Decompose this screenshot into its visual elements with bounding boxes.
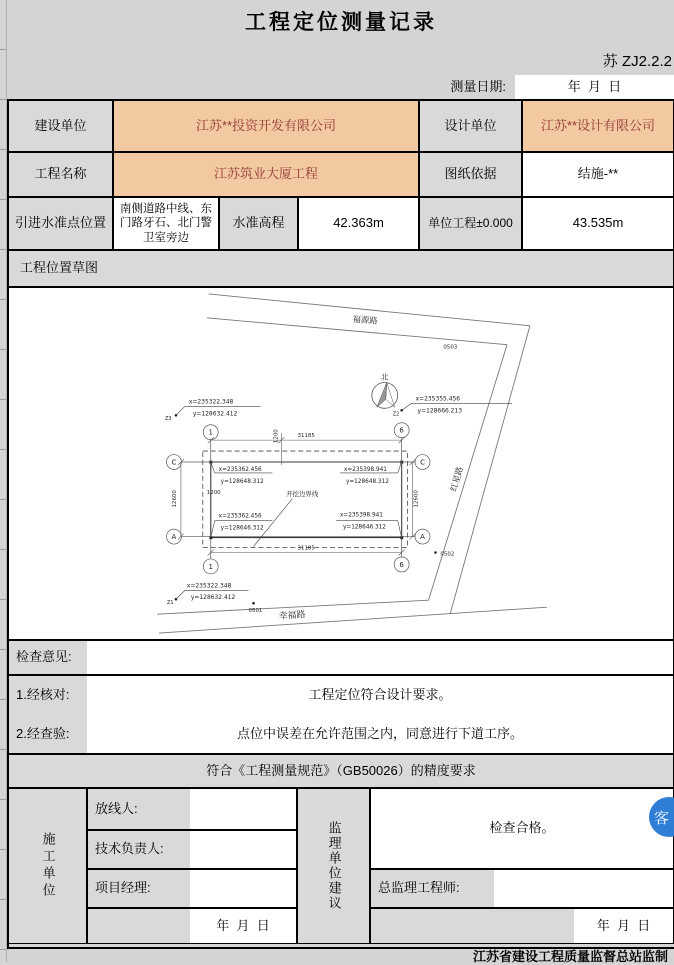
sketch-label: Z3 [165, 416, 172, 423]
survey-date-label: 测量日期: [450, 78, 506, 94]
divider [8, 753, 674, 755]
review-texts [87, 675, 674, 754]
layout-person-label: 放线人: [87, 788, 190, 830]
review-labels [8, 675, 87, 754]
sketch-label: 北 [381, 372, 389, 382]
review-check-text: 工程定位符合设计要求。 [308, 687, 452, 703]
unit-zero-value: 43.535m [522, 197, 674, 250]
sketch-label: 1200 [206, 489, 221, 496]
layout-person-field[interactable] [190, 788, 297, 830]
sketch-label: x=235398.941 [340, 512, 383, 519]
builder-group-label: 施工单位 [8, 788, 87, 944]
benchmark-location: 南侧道路中线、东门路牙石、北门警卫室旁边 [113, 197, 219, 250]
sketch-label: x=235362.456 [218, 466, 262, 473]
level-elevation-value: 42.363m [298, 197, 419, 250]
drawing-basis-label: 图纸依据 [419, 152, 522, 197]
divider [8, 787, 674, 789]
sketch-label: x=235355.456 [415, 395, 461, 403]
project-manager-label: 项目经理: [87, 869, 190, 908]
supervisor-date-field[interactable]: 年 月 日 [574, 908, 674, 944]
project-name-label: 工程名称 [8, 152, 113, 197]
sketch-label: 福源路 [352, 313, 379, 326]
sketch-label: 12600 [171, 490, 178, 508]
builder-unit-value: 江苏**投资开发有限公司 [113, 100, 419, 152]
supervisor-group-label: 监理单位建议 [297, 788, 370, 944]
supervisor-date-spacer [370, 908, 574, 944]
sketch-label: 31185 [297, 433, 315, 440]
customer-service-label: 客 [654, 809, 670, 827]
technical-lead-label: 技术负责人: [87, 830, 190, 869]
sketch-label: 开挖边界线 [286, 489, 319, 498]
sketch-label: 6 [399, 560, 404, 569]
sketch-label: 0502 [440, 551, 455, 558]
benchmark-label: 引进水准点位置 [8, 197, 113, 250]
sketch-labels [165, 314, 465, 622]
north-arrow-icon [372, 382, 398, 408]
sketch-label: 红星路 [447, 465, 465, 493]
sketch-label: x=235322.348 [186, 582, 232, 590]
sketch-label: x=235362.456 [218, 513, 262, 520]
sketch-label: 0501 [248, 608, 263, 615]
sketch-label: 12600 [413, 490, 420, 508]
sketch-label: y=128646.312 [342, 524, 386, 531]
project-name-value: 江苏筑业大厦工程 [113, 152, 419, 197]
review-check-label: 1.经核对: [16, 687, 70, 703]
chief-engineer-label: 总监理工程师: [370, 869, 494, 908]
chief-engineer-field[interactable] [494, 869, 674, 908]
form-code: 苏 ZJ2.2.2 [602, 53, 672, 70]
review-verify-label: 2.经查验: [16, 725, 70, 741]
sketch-label: y=128632.412 [192, 410, 238, 418]
survey-date-field[interactable]: 年 月 日 [515, 75, 674, 99]
sketch-section-title: 工程位置草图 [8, 250, 674, 287]
project-manager-field[interactable] [190, 869, 297, 908]
inspection-opinion-field[interactable] [87, 640, 674, 675]
sketch-label: y=128648.312 [345, 478, 389, 485]
inspection-opinion-label: 检查意见: [8, 640, 87, 675]
sketch-label: Z1 [166, 600, 174, 607]
sketch-label: x=235322.348 [188, 398, 234, 406]
builder-date-field[interactable]: 年 月 日 [190, 908, 297, 944]
sketch-label: 31185 [297, 545, 315, 552]
level-elevation-label: 水准高程 [219, 197, 298, 250]
sketch-label: Z2 [392, 411, 400, 418]
sketch-label: 6 [399, 426, 404, 435]
sketch-label: A [420, 533, 425, 542]
sketch-label: 1200 [273, 429, 280, 444]
sketch-label: 1 [208, 562, 213, 571]
review-verify-text: 点位中误差在允许范围之内，同意进行下道工序。 [236, 725, 523, 741]
builder-unit-label: 建设单位 [8, 100, 113, 152]
leader-lines [176, 403, 512, 602]
footer-authority: 江苏省建设工程质量监督总站监制 [472, 949, 668, 964]
building-outline [203, 451, 408, 547]
site-sketch-svg [9, 288, 673, 639]
design-unit-label: 设计单位 [419, 100, 522, 152]
sketch-label: x=235398.941 [343, 466, 387, 473]
page-title: 工程定位测量记录 [245, 11, 437, 34]
sketch-label: C [420, 458, 425, 467]
supervisor-result: 检查合格。 [370, 788, 674, 869]
sketch-label: 0503 [443, 344, 458, 351]
unit-zero-label: 单位工程±0.000 [419, 197, 522, 250]
sketch-label: y=128632.412 [190, 594, 236, 602]
sketch-label: A [171, 533, 177, 542]
drawing-basis-value: 结施-** [522, 152, 674, 197]
sketch-label: 幸福路 [278, 610, 306, 623]
standard-note: 符合《工程测量规范》（GB50026）的精度要求 [8, 754, 674, 788]
sketch-label: y=128666.213 [417, 407, 463, 415]
design-unit-value: 江苏**设计有限公司 [522, 100, 674, 152]
sketch-label: C [171, 458, 177, 467]
sheet-edge-gutter [0, 0, 7, 962]
sketch-label: y=128648.312 [220, 478, 264, 485]
sketch-label: y=128646.312 [220, 525, 264, 532]
technical-lead-field[interactable] [190, 830, 297, 869]
builder-date-spacer [87, 908, 190, 944]
sketch-area [8, 287, 674, 640]
sketch-label: 1 [208, 428, 213, 437]
